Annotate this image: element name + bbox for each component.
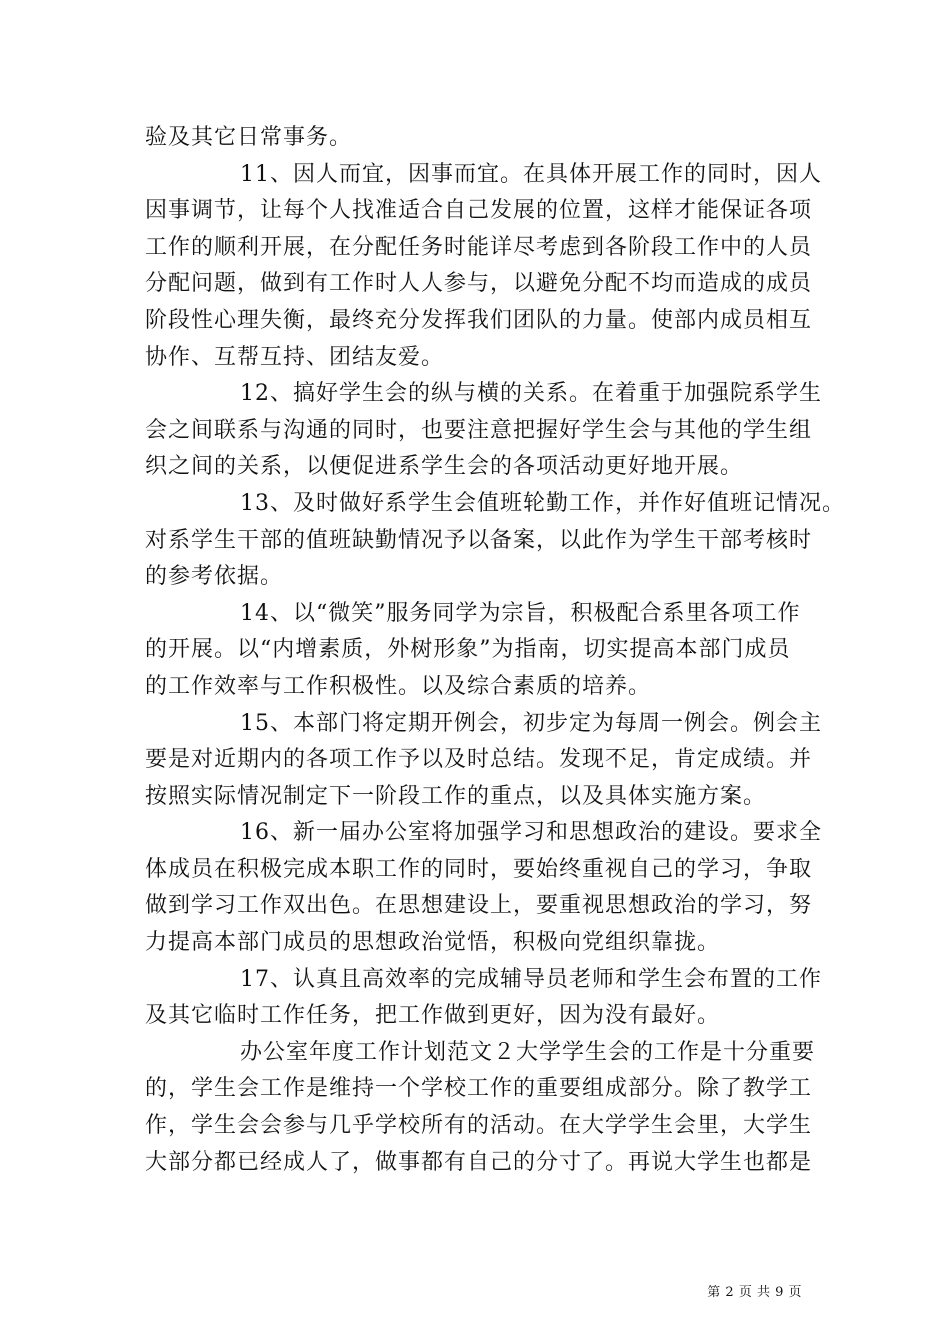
text-line: 体成员在积极完成本职工作的同时，要始终重视自己的学习，争取 <box>145 856 813 882</box>
document-body <box>145 120 845 1181</box>
paragraph-14-start: 14、以“微笑”服务同学为宗旨，积极配合系里各项工作 <box>240 600 801 626</box>
text-line: 分配问题，做到有工作时人人参与，以避免分配不均而造成的成员 <box>145 271 813 297</box>
text-line: 织之间的关系，以便促进系学生会的各项活动更好地开展。 <box>145 454 744 480</box>
text-line: 力提高本部门成员的思想政治觉悟，积极向党组织靠拢。 <box>145 930 721 956</box>
text-line: 会之间联系与沟通的同时，也要注意把握好学生会与其他的学生组 <box>145 417 813 443</box>
paragraph-16-start: 16、新一届办公室将加强学习和思想政治的建设。要求全 <box>240 820 822 846</box>
text-line: 作，学生会会参与几乎学校所有的活动。在大学学生会里，大学生 <box>145 1113 813 1139</box>
text-line: 因事调节，让每个人找准适合自己发展的位置，这样才能保证各项 <box>145 198 813 224</box>
text-line: 按照实际情况制定下一阶段工作的重点，以及具体实施方案。 <box>145 783 767 809</box>
text-line: 阶段性心理失衡，最终充分发挥我们团队的力量。使部内成员相互 <box>145 307 813 333</box>
page-number-footer: 第 2 页 共 9 页 <box>707 1285 802 1300</box>
text-line: 及其它临时工作任务，把工作做到更好，因为没有最好。 <box>145 1003 721 1029</box>
paragraph-template-2-start: 办公室年度工作计划范文２大学学生会的工作是十分重要 <box>240 1039 816 1065</box>
text-line: 做到学习工作双出色。在思想建设上，要重视思想政治的学习，努 <box>145 893 813 919</box>
text-line: 大部分都已经成人了，做事都有自己的分寸了。再说大学生也都是 <box>145 1149 813 1175</box>
text-line: 的工作效率与工作积极性。以及综合素质的培养。 <box>145 673 652 699</box>
paragraph-13-start: 13、及时做好系学生会值班轮勤工作，并作好值班记情况。 <box>240 490 845 516</box>
paragraph-15-start: 15、本部门将定期开例会，初步定为每周一例会。例会主 <box>240 710 822 736</box>
text-line: 的开展。以“内增素质，外树形象”为指南，切实提高本部门成员 <box>145 637 791 663</box>
text-line: 的，学生会工作是维持一个学校工作的重要组成部分。除了教学工 <box>145 1076 813 1102</box>
text-line: 的参考依据。 <box>145 564 284 590</box>
text-line: 工作的顺利开展，在分配任务时能详尽考虑到各阶段工作中的人员 <box>145 234 813 260</box>
text-line: 对系学生干部的值班缺勤情况予以备案，以此作为学生干部考核时 <box>145 527 813 553</box>
text-line: 验及其它日常事务。 <box>145 125 353 150</box>
paragraph-17-start: 17、认真且高效率的完成辅导员老师和学生会布置的工作 <box>240 966 822 992</box>
paragraph-12-start: 12、搞好学生会的纵与横的关系。在着重于加强院系学生 <box>240 381 822 407</box>
text-line: 协作、互帮互持、团结友爱。 <box>145 344 445 370</box>
paragraph-11-start: 11、因人而宜，因事而宜。在具体开展工作的同时，因人 <box>240 161 822 187</box>
text-line: 要是对近期内的各项工作予以及时总结。发现不足，肯定成绩。并 <box>145 747 813 773</box>
